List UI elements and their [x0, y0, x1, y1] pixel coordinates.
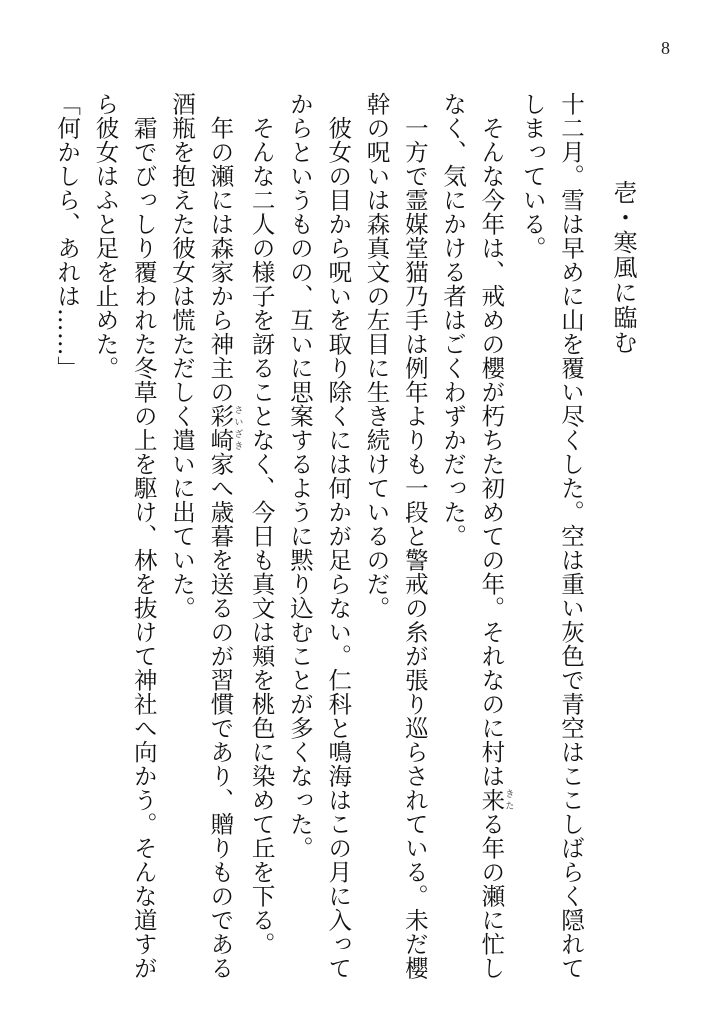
paragraph-6-before: 年の瀬には森家から神主の — [206, 115, 235, 404]
paragraph-7: 霜でびっしり覆われた冬草の上を駆け、林を抜けて神社へ向かう。そんな道すがら彼女はふと足を止めた。 — [91, 92, 158, 980]
paragraph-8: 「何かしら、あれは……」 — [53, 92, 82, 380]
paragraph-2-after: る年の瀬に忙しなく、気にかける者はごくわずかだった。 — [439, 92, 506, 980]
ruby-saizaki — [206, 403, 243, 452]
body-text — [53, 92, 590, 992]
ruby-base-saizaki: 彩崎 — [206, 403, 235, 452]
ruby-text-kita: きた — [503, 787, 514, 812]
paragraph-2-before: そんな今年は、戒めの櫻が朽ちた初めての年。それなのに村は — [477, 115, 506, 788]
ruby-base-kita: 来 — [477, 787, 506, 812]
paragraph-5: そんな二人の様子を訝ることなく、今日も真文は頬を桃色に染めて丘を下る。 — [247, 115, 276, 956]
ruby-kita — [477, 787, 514, 812]
paragraph-4: 彼女の目から呪いを取り除くには何かが足らない。仁科と鳴海はこの月に入ってからというものの、互いに思案するように黙り込むことが多くなった。 — [285, 92, 353, 980]
paragraph-1: 十二月。雪は早めに山を覆い尽くした。空は重い灰色で青空はここしばらく隠れてしまっている。 — [518, 92, 585, 980]
paragraph-6-after: 家へ歳暮を送るのが習慣であり、贈りものである酒瓶を抱えた彼女は慌ただしく遣いに出ていた。 — [168, 92, 235, 980]
paragraph-3: 一方で霊媒堂猫乃手は例年よりも一段と警戒の糸が張り巡らされている。未だ櫻幹の呪いは森真文の左目に生き続けているのだ。 — [362, 92, 429, 980]
chapter-title: 壱・寒風に臨む — [609, 180, 637, 355]
page-number: 8 — [661, 38, 670, 58]
ruby-text-saizaki: さいざき — [232, 403, 243, 452]
paragraph-6 — [163, 92, 243, 992]
paragraph-2 — [434, 92, 514, 992]
